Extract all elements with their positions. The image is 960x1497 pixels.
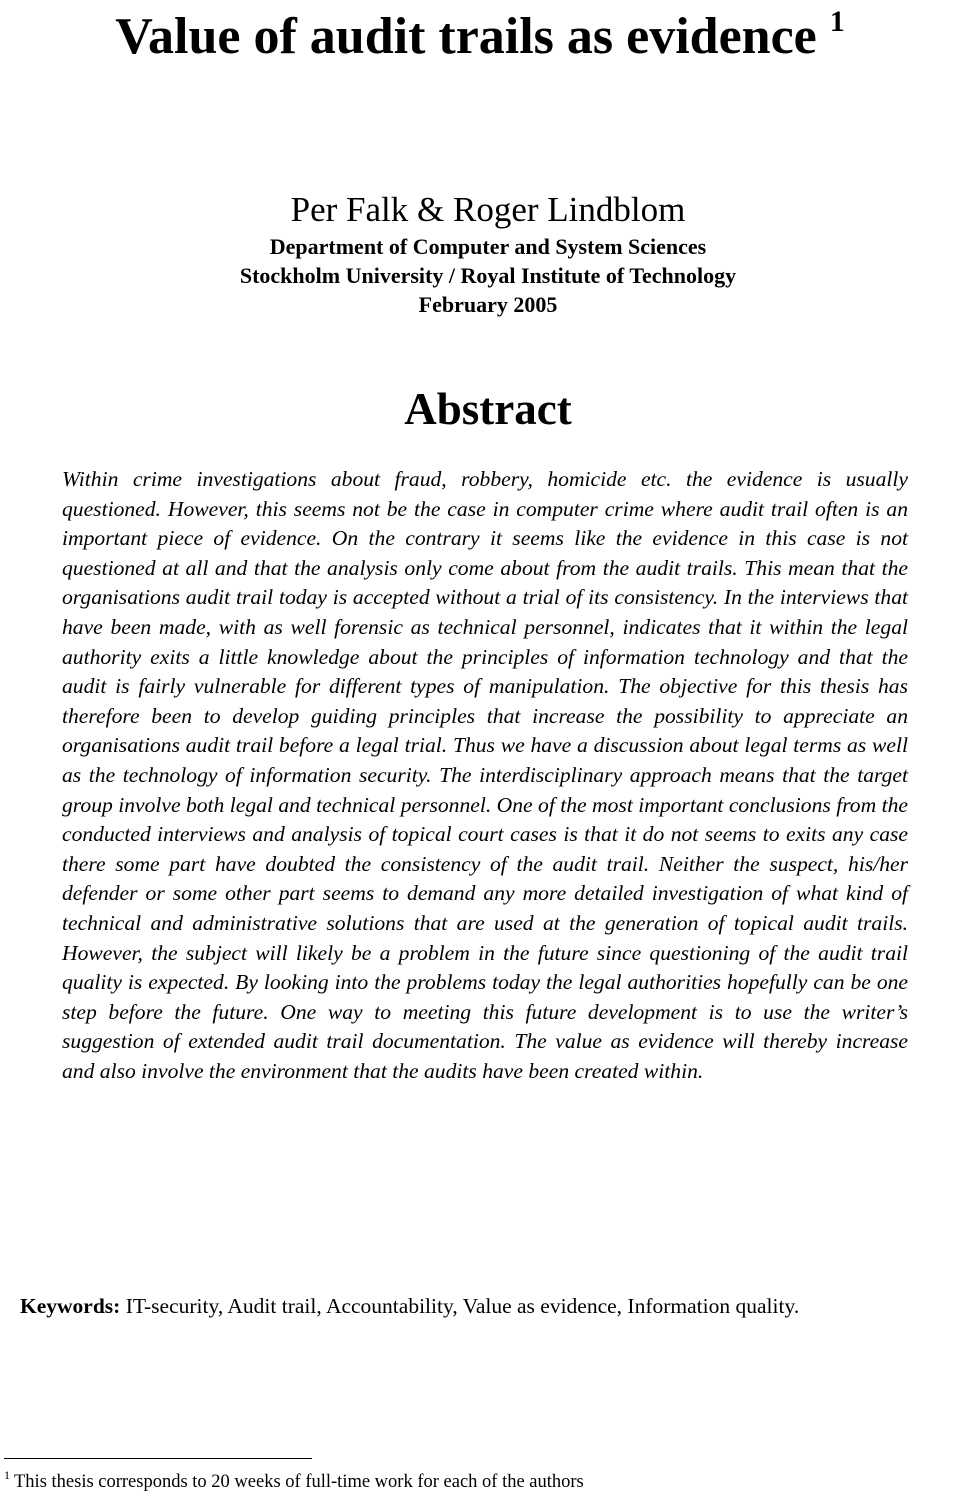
keywords-line bbox=[20, 1292, 960, 1320]
footnote-divider bbox=[4, 1458, 312, 1459]
paper-title bbox=[0, 2, 960, 72]
abstract-body: Within crime investigations about fraud, robbery, homicide etc. the evidence is usually questioned. However, this seems not be the case in computer crime where audit trail often is an important piece of evidence. On the contrary it seems like the evidence in this case is not questioned at all and that the analysis only come about from the audit trails. This mean that the organisations audit trail today is accepted without a trial of its consistency. In the interviews that have been made, with as well forensic as technical personnel, indicates that it within the legal authority exits a little knowledge about the principles of information technology and that the audit is fairly vulnerable for different types of manipulation. The objective for this thesis has therefore been to develop guiding principles that increase the possibility to appreciate an organisations audit trail before a legal trial. Thus we have a discussion about legal terms as well as the technology of information security. The interdisciplinary approach means that the target group involve both legal and technical personnel. One of the most important conclusions from the conducted interviews and analysis of topical court cases is that it do not seems to exits any case there some part have doubted the consistency of the audit trail. Neither the suspect, his/her defender or some other part seems to demand any more detailed investigation of what kind of technical and administrative solutions that are used at the generation of topical audit trails. However, the subject will likely be a problem in the future since questioning of the audit trail quality is expected. By looking into the problems today the legal authorities hopefully can be one step before the future. One way to meeting this future development is to use the writer’s suggestion of extended audit trail documentation. The value as evidence will thereby increase and also involve the environment that the audits have been created within. bbox=[62, 467, 908, 1083]
affiliation-department: Department of Computer and System Sciences bbox=[269, 234, 707, 259]
affiliation-university: Stockholm University / Royal Institute of Technology bbox=[239, 263, 737, 288]
abstract-heading: Abstract bbox=[404, 384, 572, 434]
paper-title-text: Value of audit trails as evidence bbox=[115, 8, 817, 65]
footnote-text: This thesis corresponds to 20 weeks of full-time work for each of the authors bbox=[14, 1472, 584, 1492]
keywords-label: Keywords: bbox=[20, 1294, 121, 1318]
footnote-marker: 1 bbox=[4, 1468, 10, 1482]
keywords-text: IT-security, Audit trail, Accountability, Value as evidence, Information quality. bbox=[125, 1294, 800, 1318]
authors: Per Falk & Roger Lindblom bbox=[290, 190, 686, 229]
footnote bbox=[4, 1470, 584, 1494]
title-footnote-marker: 1 bbox=[829, 5, 845, 38]
publication-date: February 2005 bbox=[418, 292, 558, 317]
